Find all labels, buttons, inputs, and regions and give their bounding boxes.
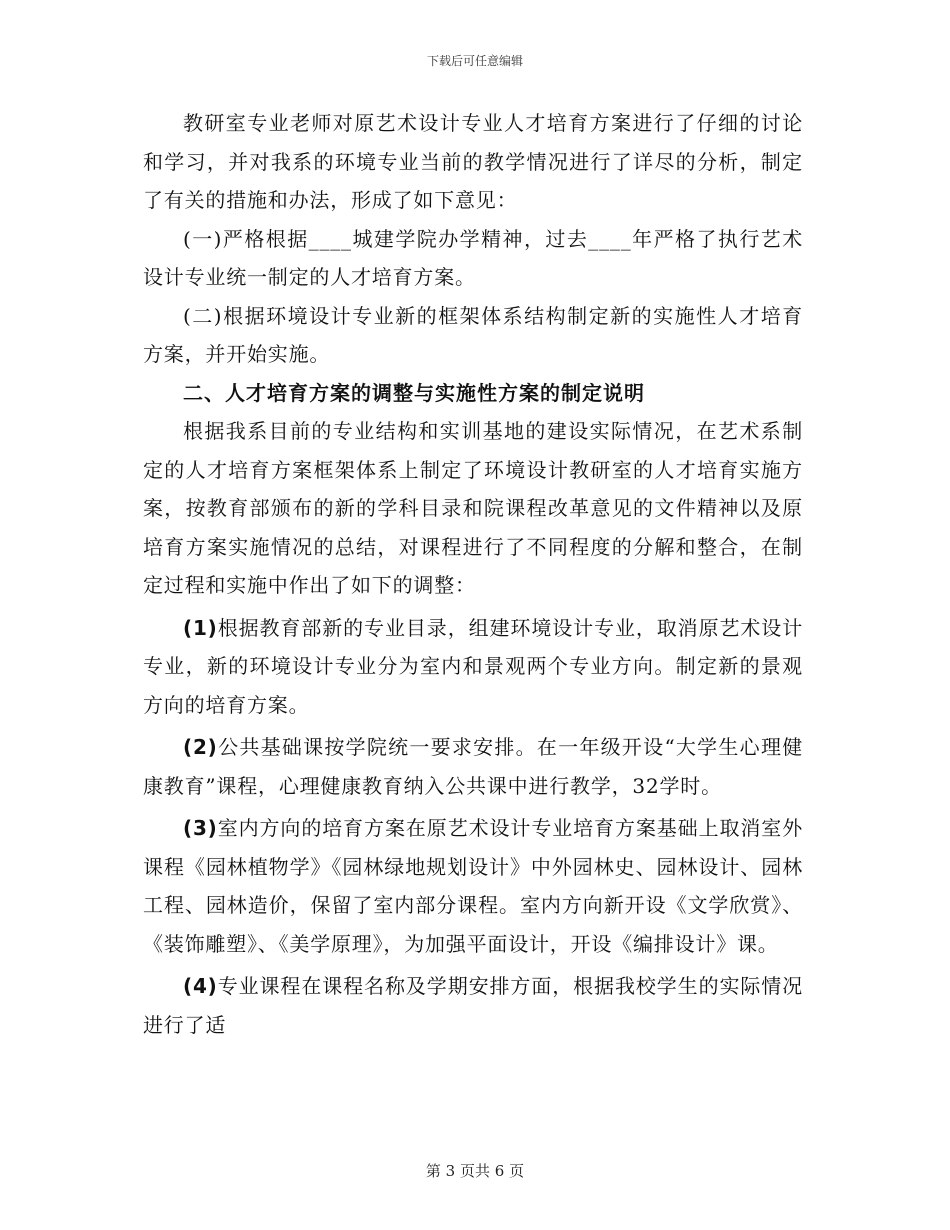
section-heading: 二、人才培育方案的调整与实施性方案的制定说明 [183, 380, 645, 405]
list-item-1 [143, 609, 803, 725]
list-item-3 [143, 809, 803, 963]
list-item-number: (3) [183, 816, 218, 840]
paragraph-opinion-2: (二)根据环境设计专业新的框架体系结构制定新的实施性人才培育方案，并开始实施。 [143, 303, 803, 366]
list-item-text: 根据教育部新的专业目录，组建环境设计专业，取消原艺术设计专业，新的环境设计专业分为室内和景观两个专业方向。制定新的景观方向的培育方案。 [143, 615, 803, 717]
page-header: 下载后可任意编辑 [426, 54, 523, 68]
paragraph-adjustment-intro: 根据我系目前的专业结构和实训基地的建设实际情况，在艺术系制定的人才培育方案框架体系上制定了环境设计教研室的人才培育实施方案，按教育部颁布的新的学科目录和院课程改革意见的文件精神以及原培育方案实施情况的总结，对课程进行了不同程度的分解和整合，在制定过程和实施中作出了如下的调整： [143, 419, 803, 597]
paragraph-intro: 教研室专业老师对原艺术设计专业人才培育方案进行了仔细的讨论和学习，并对我系的环境专业当前的教学情况进行了详尽的分析，制定了有关的措施和办法，形成了如下意见： [143, 111, 803, 212]
document-body [143, 104, 803, 1044]
list-item-text: 公共基础课按学院统一要求安排。在一年级开设“大学生心理健康教育”课程，心理健康教育纳入公共课中进行教学，32学时。 [143, 735, 803, 798]
page-number: 第 3 页共 6 页 [425, 1162, 525, 1180]
list-item-text: 室内方向的培育方案在原艺术设计专业培育方案基础上取消室外课程《园林植物学》《园林绿地规划设计》中外园林史、园林设计、园林工程、园林造价，保留了室内部分课程。室内方向新开设《文学欣赏》、《装饰雕塑》、《美学原理》，为加强平面设计，开设《编排设计》课。 [143, 816, 803, 956]
list-item-number: (2) [183, 735, 218, 759]
list-item-number: (4) [183, 974, 218, 998]
list-item-2 [143, 728, 803, 805]
list-item-text: 专业课程在课程名称及学期安排方面，根据我校学生的实际情况进行了适 [143, 974, 803, 1037]
list-item-4 [143, 967, 803, 1044]
paragraph-opinion-1: (一)严格根据____城建学院办学精神，过去____年严格了执行艺术设计专业统一制定的人才培育方案。 [143, 226, 803, 289]
list-item-number: (1) [183, 615, 218, 640]
